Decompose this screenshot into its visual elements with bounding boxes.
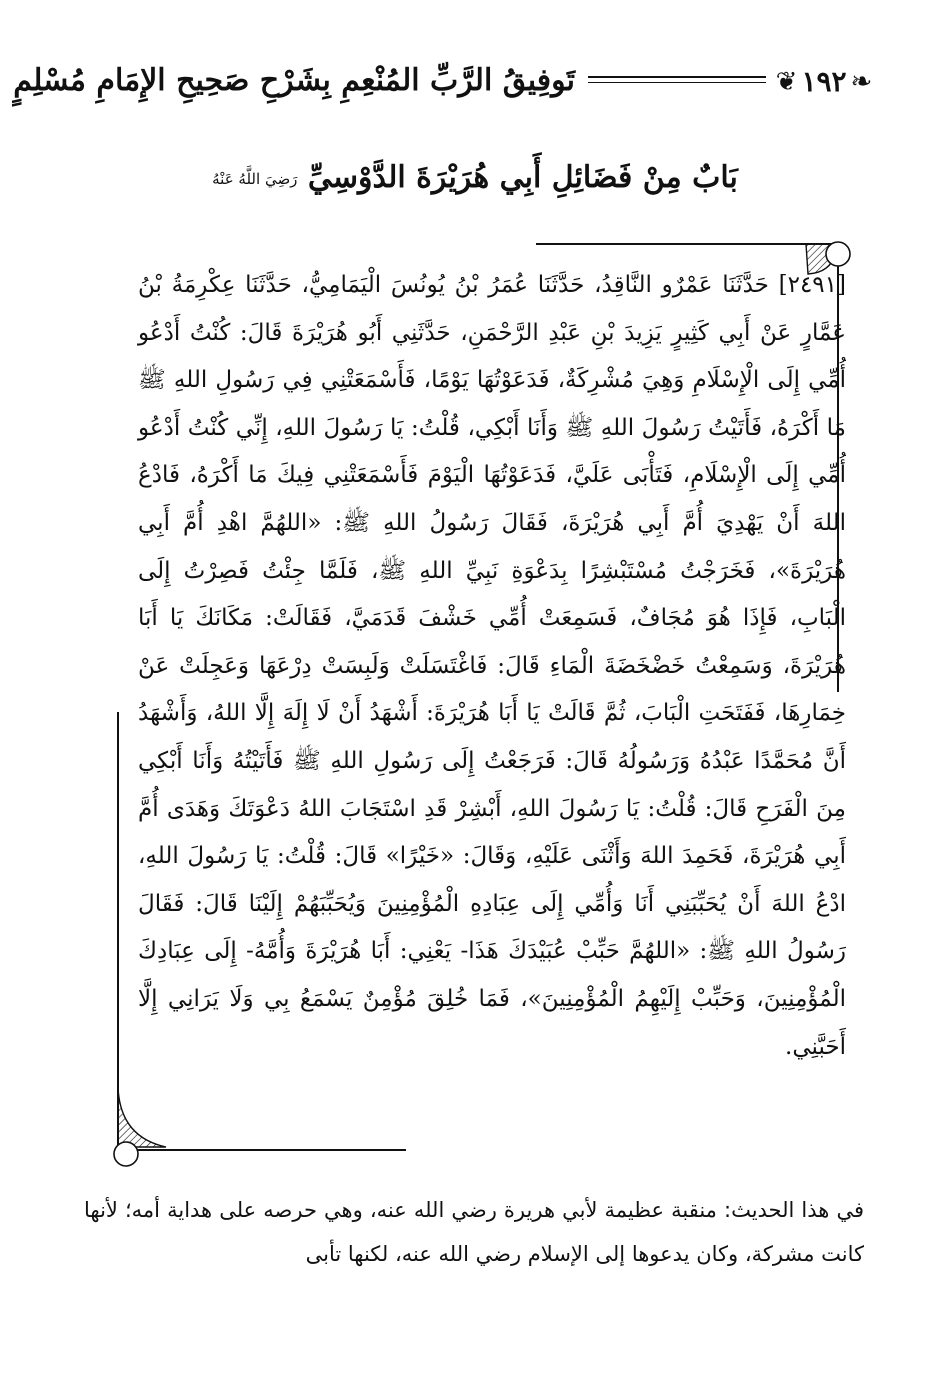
header-rule bbox=[588, 76, 766, 83]
hadith-body bbox=[138, 262, 846, 1071]
page-number-box bbox=[775, 62, 873, 102]
commentary bbox=[84, 1188, 864, 1276]
commentary-text: في هذا الحديث: منقبة عظيمة لأبي هريرة رضي الله عنه، وهي حرصه على هداية أمه؛ لأنها كانت مشركة، وكان يدعوها إلى الإسلام رضي الله عنه، لكنها تأبى bbox=[84, 1198, 864, 1266]
chapter-honorific: رَضِيَ اللَّهُ عَنْهُ bbox=[212, 170, 298, 188]
book-title: تَوفِيقُ الرَّبِّ المُنْعِمِ بِشَرْحِ صَحِيحِ الإِمَامِ مُسْلِمٍ bbox=[13, 63, 575, 98]
header-ornament-icon: ❧ bbox=[850, 67, 873, 97]
header-ornament-icon: ❦ bbox=[775, 67, 798, 97]
page-number: ١٩٢ bbox=[801, 65, 847, 98]
page-header bbox=[13, 50, 873, 120]
hadith-text: [٢٤٩١] حَدَّثَنَا عَمْرٌو النَّاقِدُ، حَدَّثَنَا عُمَرُ بْنُ يُونُسَ الْيَمَامِيُّ، حَدَّثَنَا عِكْرِمَةُ بْنُ عَمَّارٍ عَنْ أَبِي كَثِيرٍ يَزِيدَ بْنِ عَبْدِ الرَّحْمَنِ، حَدَّثَنِي أَبُو هُرَيْرَةَ قَالَ: كُنْتُ أَدْعُو أُمِّي إِلَى الْإِسْلَامِ وَهِيَ مُشْرِكَةٌ، فَدَعَوْتُهَا يَوْمًا، فَأَسْمَعَتْنِي فِي رَسُولِ اللهِ ﷺ مَا أَكْرَهُ، فَأَتَيْتُ رَسُولَ اللهِ ﷺ وَأَنَا أَبْكِي، قُلْتُ: يَا رَسُولَ اللهِ، إِنِّي كُنْتُ أَدْعُو أُمِّي إِلَى الْإِسْلَامِ، فَتَأْبَى عَلَيَّ، فَدَعَوْتُهَا الْيَوْمَ فَأَسْمَعَتْنِي فِيكَ مَا أَكْرَهُ، فَادْعُ اللهَ أَنْ يَهْدِيَ أُمَّ أَبِي هُرَيْرَةَ، فَقَالَ رَسُولُ اللهِ ﷺ: «اللهُمَّ اهْدِ أُمَّ أَبِي هُرَيْرَةَ»، فَخَرَجْتُ مُسْتَبْشِرًا بِدَعْوَةِ نَبِيِّ اللهِ ﷺ، فَلَمَّا جِئْتُ فَصِرْتُ إِلَى الْبَابِ، فَإِذَا هُوَ مُجَافٌ، فَسَمِعَتْ أُمِّي خَشْفَ قَدَمَيَّ، فَقَالَتْ: مَكَانَكَ يَا أَبَا هُرَيْرَةَ، وَسَمِعْتُ خَضْخَضَةَ الْمَاءِ قَالَ: فَاغْتَسَلَتْ وَلَبِسَتْ دِرْعَهَا وَعَجِلَتْ عَنْ خِمَارِهَا، فَفَتَحَتِ الْبَابَ، ثُمَّ قَالَتْ يَا أَبَا هُرَيْرَةَ: أَشْهَدُ أَنْ لَا إِلَهَ إِلَّا اللهُ، وَأَشْهَدُ أَنَّ مُحَمَّدًا عَبْدُهُ وَرَسُولُهُ قَالَ: فَرَجَعْتُ إِلَى رَسُولِ اللهِ ﷺ فَأَتَيْتُهُ وَأَنَا أَبْكِي مِنَ الْفَرَحِ قَالَ: قُلْتُ: يَا رَسُولَ اللهِ، أَبْشِرْ قَدِ اسْتَجَابَ اللهُ دَعْوَتَكَ وَهَدَى أُمَّ أَبِي هُرَيْرَةَ، فَحَمِدَ اللهَ وَأَثْنَى عَلَيْهِ، وَقَالَ: «خَيْرًا» قَالَ: قُلْتُ: يَا رَسُولَ اللهِ، ادْعُ اللهَ أَنْ يُحَبِّبَنِي أَنَا وَأُمِّي إِلَى عِبَادِهِ الْمُؤْمِنِينَ وَيُحَبِّبَهُمْ إِلَيْنَا قَالَ: فَقَالَ رَسُولُ اللهِ ﷺ: «اللهُمَّ حَبِّبْ عُبَيْدَكَ هَذَا- يَعْنِي: أَبَا هُرَيْرَةَ وَأُمَّهُ- إِلَى عِبَادِكَ الْمُؤْمِنِينَ، وَحَبِّبْ إِلَيْهِمُ الْمُؤْمِنِينَ»، فَمَا خُلِقَ مُؤْمِنٌ يَسْمَعُ بِي وَلَا يَرَانِي إِلَّا أَحَبَّنِي. bbox=[138, 272, 846, 1060]
chapter-title-text: بَابٌ مِنْ فَضَائِلِ أَبِي هُرَيْرَةَ الدَّوْسِيِّ bbox=[307, 160, 738, 195]
chapter-title bbox=[180, 156, 770, 201]
